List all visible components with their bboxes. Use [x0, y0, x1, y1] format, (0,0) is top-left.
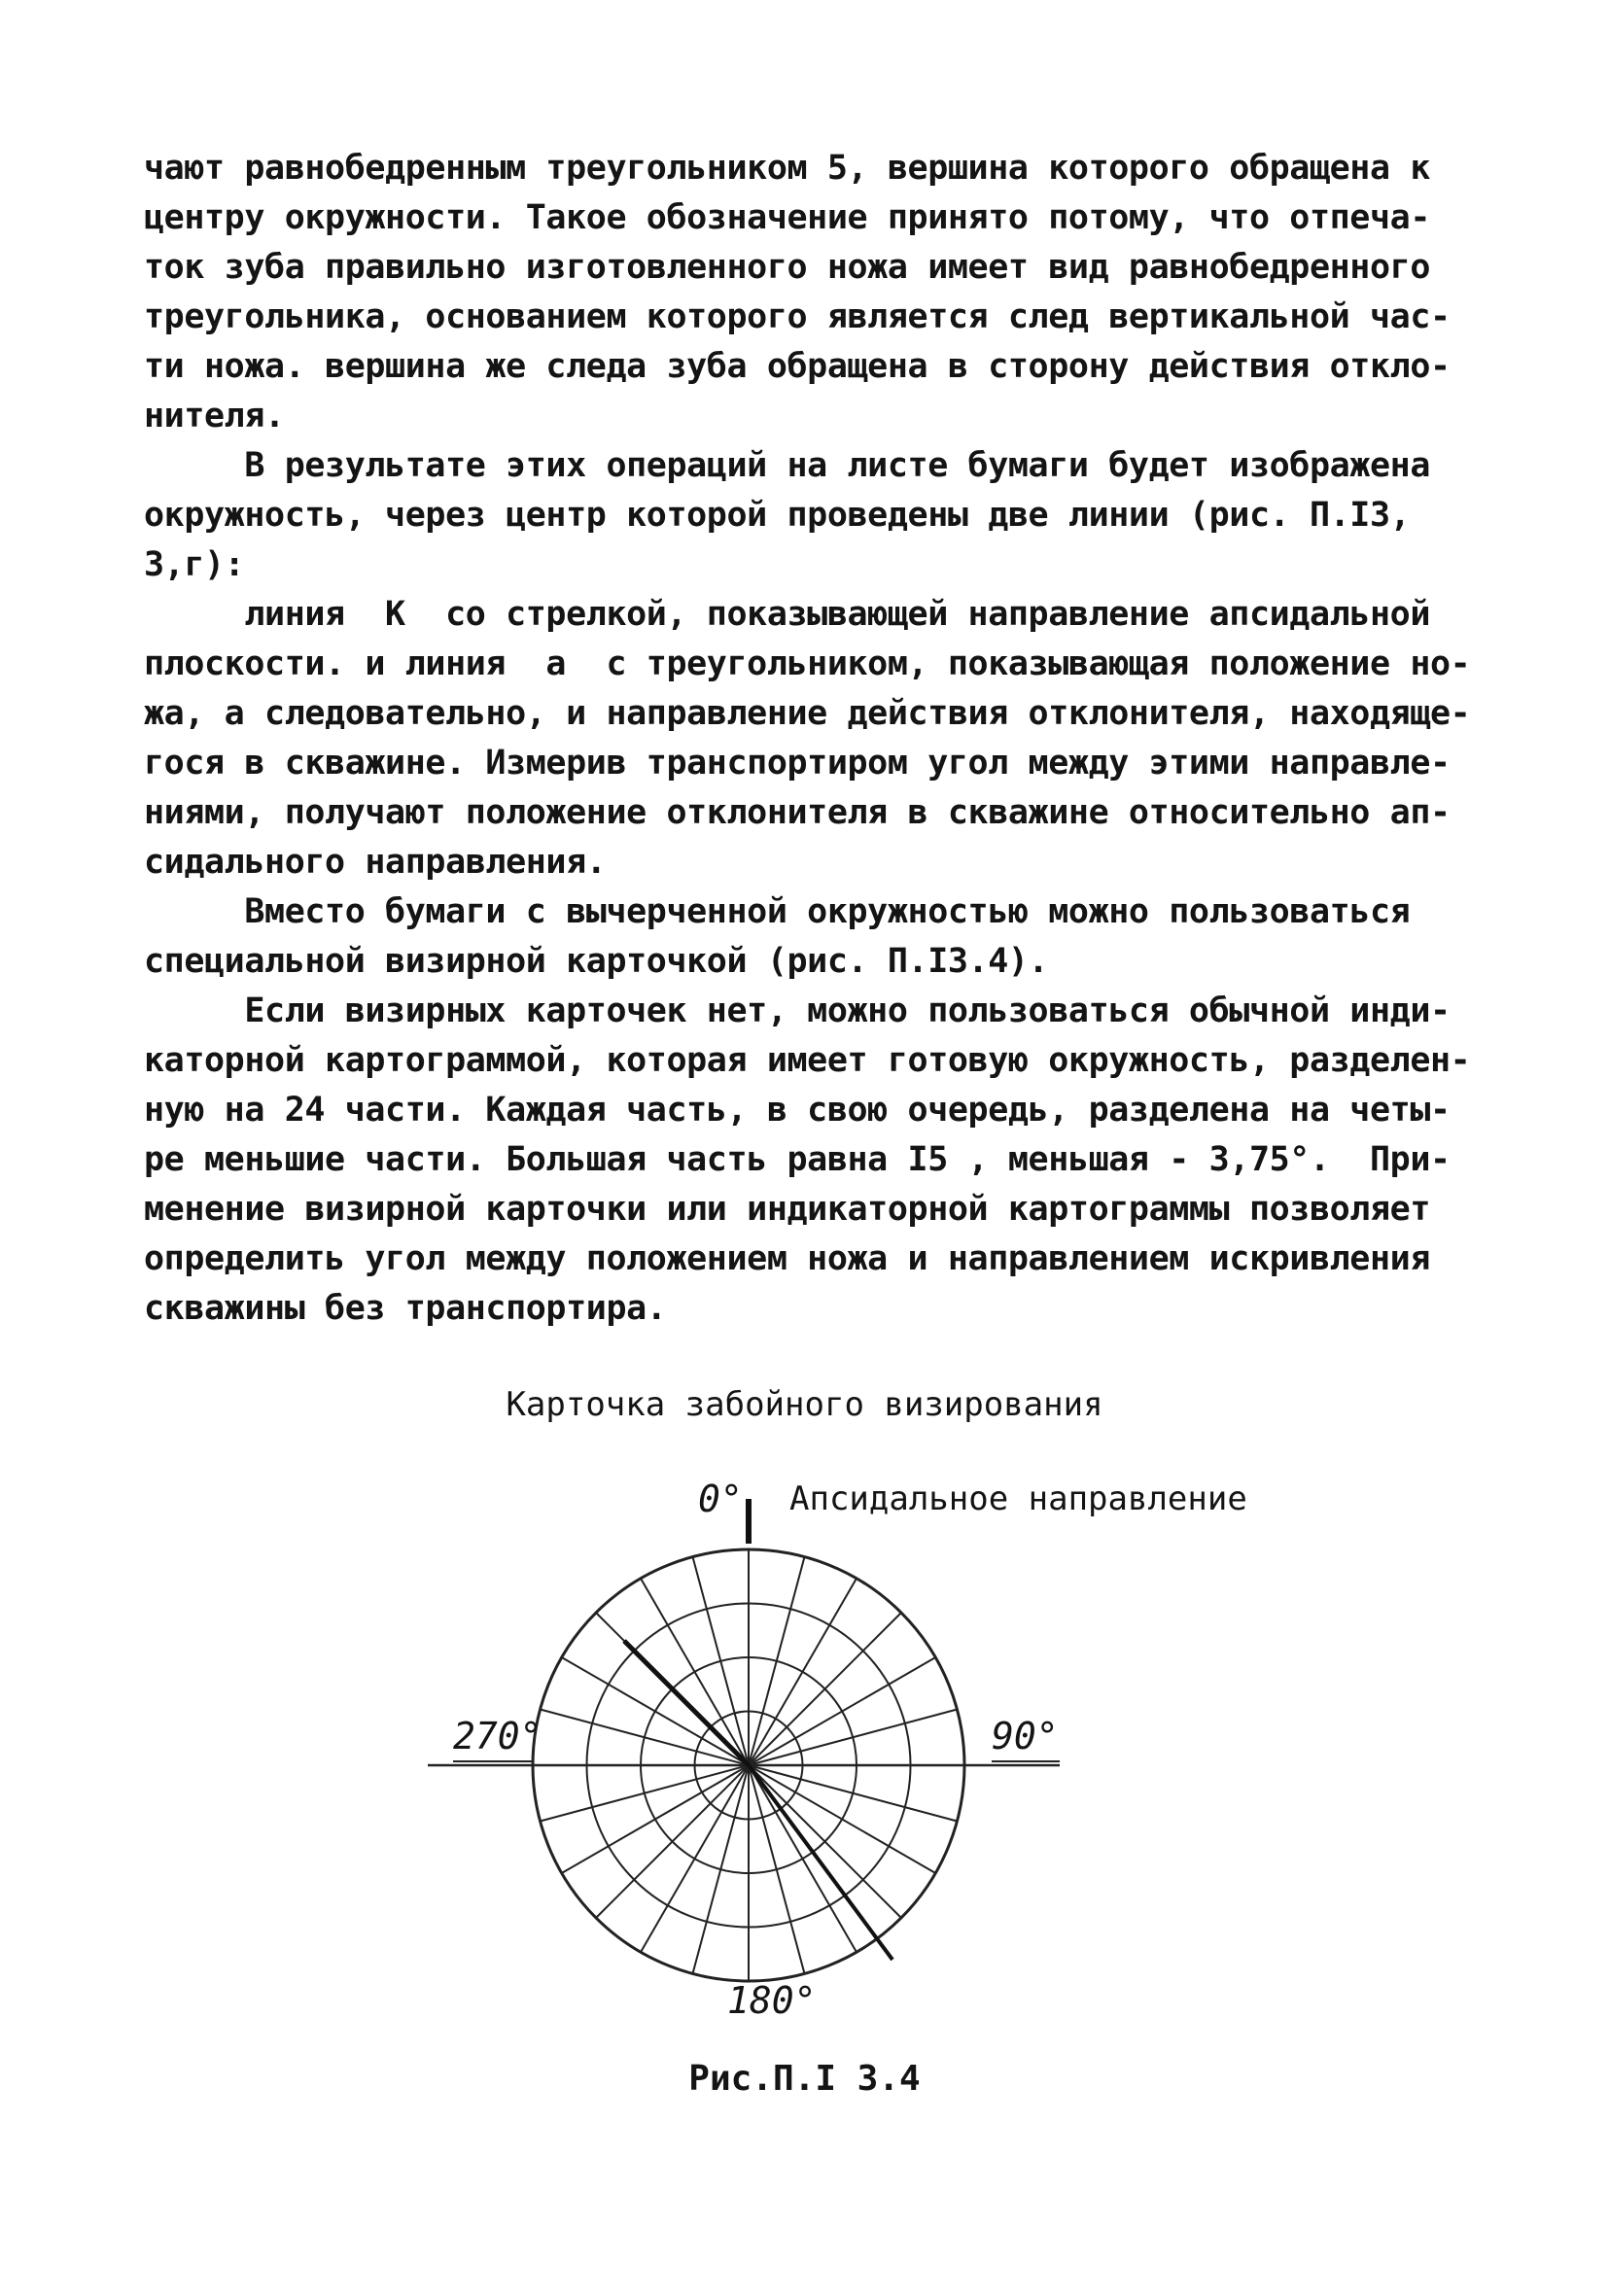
polar-spoke [562, 1765, 749, 1873]
text-line: треугольника, основанием которого является след вертикальной час- [144, 297, 1451, 336]
text-line: менение визирной карточки или индикаторной картограммы позволяет [144, 1190, 1430, 1229]
text-line: центру окружности. Такое обозначение принято потому, что отпеча- [144, 198, 1430, 237]
polar-spoke [749, 1557, 805, 1765]
text-line: определить угол между положением ножа и направлением искривления [144, 1239, 1430, 1278]
figure-title: Карточка забойного визирования [506, 1385, 1103, 1424]
degree-270-label: 270° [453, 1715, 542, 1757]
polar-ring [533, 1549, 964, 1981]
polar-spoke [749, 1765, 901, 1918]
polar-spoke [641, 1579, 749, 1765]
text-line: ток зуба правильно изготовленного ножа имеет вид равнобедренного [144, 248, 1430, 287]
text-line: чают равнобедренным треугольником 5, вершина которого обращена к [144, 149, 1430, 188]
polar-spoke [541, 1765, 749, 1822]
text-line: плоскости. и линия а с треугольником, показывающая положение но- [144, 644, 1471, 683]
text-line: ти ножа. вершина же следа зуба обращена в сторону действия откло- [144, 347, 1451, 386]
text-line: ре меньшие части. Большая часть равна I5 , меньшая - 3,75°. При- [144, 1140, 1451, 1179]
text-line: ниями, получают положение отклонителя в скважине относительно ап- [144, 793, 1451, 832]
polar-ring [641, 1657, 857, 1873]
polar-spoke [749, 1657, 935, 1765]
polar-spoke [693, 1765, 750, 1973]
text-line: Вместо бумаги с вычерченной окружностью можно пользоваться [144, 892, 1411, 931]
body-text [144, 144, 1471, 1334]
text-line: специальной визирной карточкой (рис. П.I3.4). [144, 942, 1049, 981]
text-line: каторной картограммой, которая имеет готовую окружность, разделен- [144, 1041, 1471, 1080]
bold-spoke-line [749, 1765, 892, 1960]
polar-spoke [596, 1613, 749, 1765]
text-line: гося в скважине. Измерив транспортиром угол между этими направле- [144, 744, 1451, 783]
text-line: жа, а следовательно, и направление действия отклонителя, находяще- [144, 694, 1471, 733]
polar-spoke [749, 1710, 957, 1766]
knife-direction-line [624, 1641, 749, 1765]
text-line: ную на 24 части. Каждая часть, в свою очередь, разделена на четы- [144, 1091, 1451, 1130]
polar-spoke [562, 1657, 749, 1765]
text-line: нителя. [144, 397, 285, 435]
text-line: линия К со стрелкой, показывающей направление апсидальной [144, 595, 1430, 634]
figure-caption: Рис.П.I 3.4 [688, 2059, 921, 2099]
text-line: сидального направления. [144, 843, 607, 882]
text-line: окружность, через центр которой проведены две линии (рис. П.I3, [144, 496, 1411, 535]
polar-ring [695, 1712, 803, 1820]
degree-0-label: 0° [698, 1478, 743, 1520]
polar-spoke [749, 1765, 857, 1952]
degree-180-label: 180° [727, 1979, 817, 2022]
text-line: Если визирных карточек нет, можно пользоваться обычной инди- [144, 991, 1451, 1030]
text-line: 3,г): [144, 545, 245, 584]
polar-spoke [693, 1557, 750, 1765]
polar-spoke [749, 1579, 857, 1765]
polar-spoke [749, 1765, 805, 1973]
polar-spoke [749, 1765, 935, 1873]
polar-spoke [749, 1613, 901, 1765]
polar-ring [587, 1604, 911, 1928]
polar-spoke [749, 1765, 957, 1822]
polar-grid [533, 1549, 964, 1981]
degree-90-label: 90° [992, 1715, 1059, 1757]
polar-spoke [641, 1765, 749, 1952]
apsidal-direction-label: Апсидальное направление [789, 1479, 1247, 1518]
polar-spoke [541, 1710, 749, 1766]
text-line: В результате этих операций на листе бумаги будет изображена [144, 446, 1430, 485]
polar-spoke [596, 1765, 749, 1918]
text-line: скважины без транспортира. [144, 1289, 667, 1328]
